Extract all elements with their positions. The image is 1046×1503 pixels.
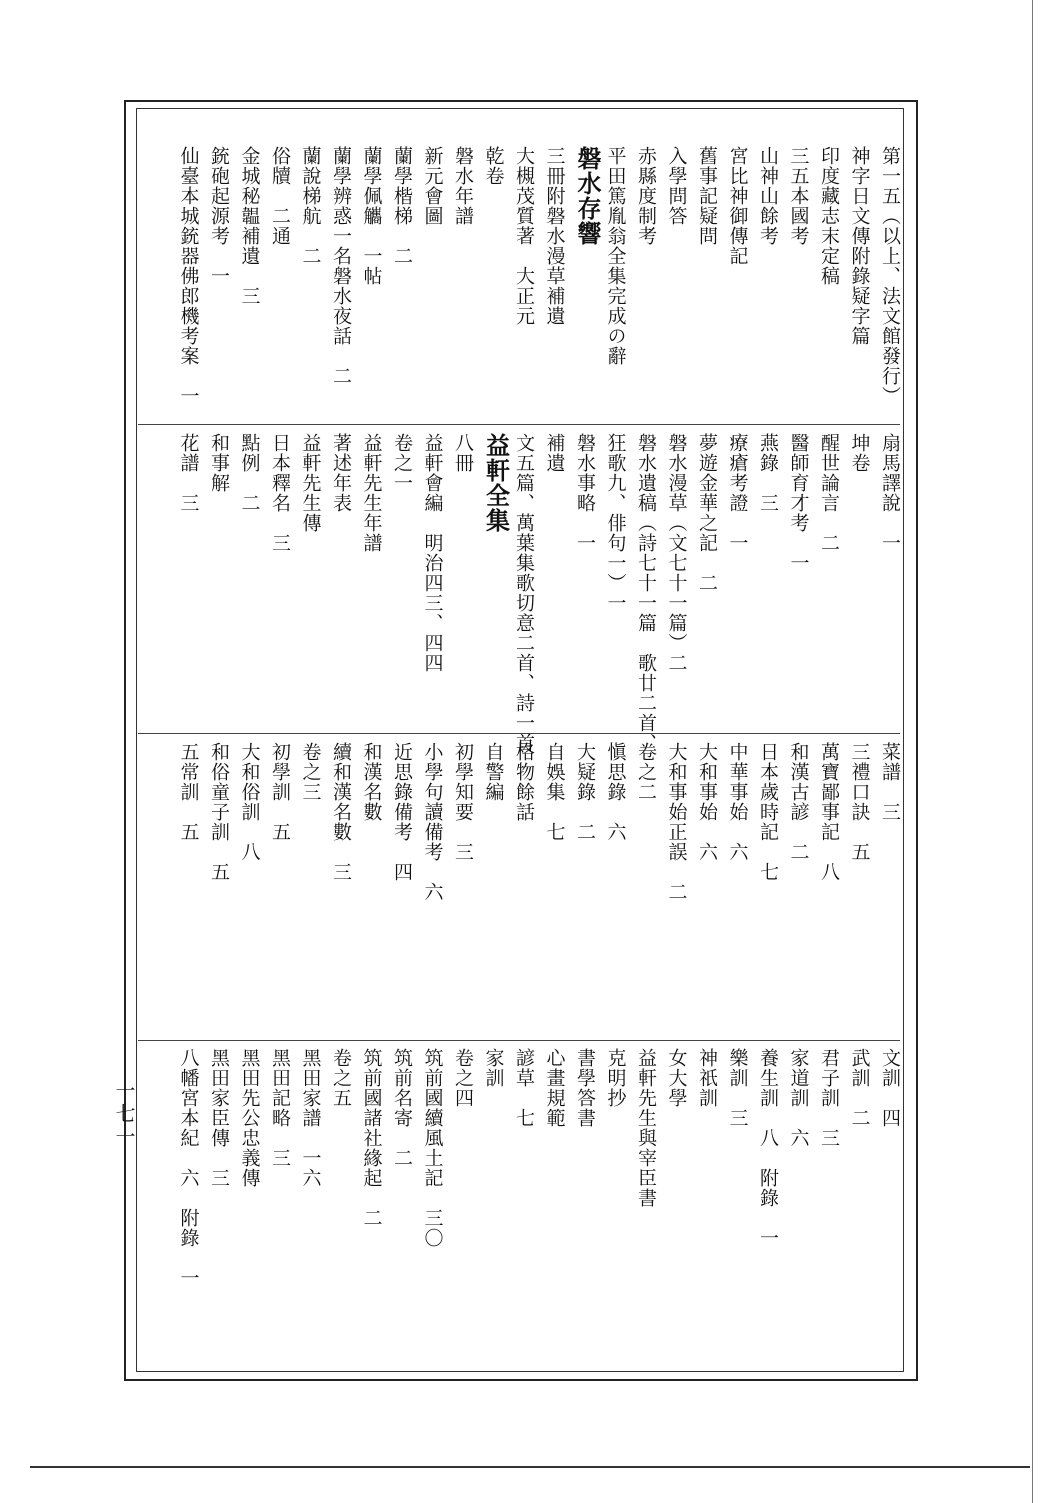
catalog-entry: 坤卷 — [848, 433, 871, 473]
catalog-entry: 第一五（以上、法文館發行） — [879, 146, 901, 406]
catalog-entry: 山神山餘考 — [757, 146, 779, 246]
catalog-entry: 大和事始正誤 二 — [665, 742, 688, 902]
catalog-entry: 益軒先生年譜 — [360, 433, 383, 553]
catalog-entry: 益軒先生傳 — [299, 433, 322, 533]
catalog-entry: 療瘡考證 一 — [726, 433, 749, 553]
catalog-entry: 女大學 — [665, 1048, 688, 1108]
catalog-entry: 和俗童子訓 五 — [208, 742, 230, 882]
catalog-entry: 養生訓 八 附錄 一 — [757, 1048, 779, 1248]
catalog-entry: 乾卷 — [482, 146, 505, 186]
catalog-entry: 家道訓 六 — [787, 1048, 810, 1148]
catalog-entry: 花譜 三 — [177, 433, 200, 513]
catalog-entry: 銃砲起源考 一 — [208, 146, 230, 286]
catalog-entry: 筑前名寄 二 — [391, 1048, 413, 1168]
catalog-entry: 小學句讀備考 六 — [421, 742, 444, 902]
catalog-entry: 五常訓 五 — [177, 742, 200, 842]
row-divider-1 — [138, 424, 900, 425]
catalog-entry: 磐水事略 一 — [574, 433, 596, 553]
catalog-entry: 三禮口訣 五 — [848, 742, 871, 862]
catalog-entry: 燕錄 三 — [757, 433, 779, 513]
catalog-entry: 點例 二 — [238, 433, 261, 513]
catalog-entry: 平田篤胤翁全集完成の辭 — [604, 146, 627, 366]
catalog-entry: 書學答書 — [574, 1048, 596, 1128]
catalog-entry: 醒世論言 二 — [818, 433, 840, 553]
catalog-entry: 續和漢名數 三 — [330, 742, 352, 882]
catalog-entry: 新元會圖 — [421, 146, 444, 226]
catalog-entry: 蘭學佩觿 一帖 — [360, 146, 383, 286]
catalog-entry: 近思錄備考 四 — [391, 742, 413, 882]
catalog-entry: 日本歲時記 七 — [757, 742, 779, 882]
catalog-entry: 大疑錄 二 — [574, 742, 596, 842]
catalog-entry: 卷之四 — [452, 1048, 474, 1108]
catalog-entry: 狂歌九、俳句一）一 — [604, 433, 627, 613]
catalog-entry: 醫師育才考 一 — [787, 433, 810, 573]
catalog-entry: 大和俗訓 八 — [238, 742, 261, 862]
catalog-entry: 初學訓 五 — [269, 742, 291, 842]
catalog-entry: 自娛集 七 — [543, 742, 566, 842]
catalog-entry: 夢遊金華之記 二 — [696, 433, 718, 593]
catalog-entry: 八幡宮本紀 六 附錄 一 — [177, 1048, 200, 1288]
catalog-entry: 樂訓 三 — [726, 1048, 749, 1128]
catalog-entry: 格物餘話 — [513, 742, 535, 822]
catalog-entry: 磐水遺稿（詩七十一篇 歌廿二首、 — [635, 433, 657, 753]
catalog-entry: 卷之一 — [391, 433, 413, 493]
catalog-entry: 宮比神御傳記 — [726, 146, 749, 266]
catalog-entry: 舊事記疑問 — [696, 146, 718, 246]
catalog-entry: 益軒先生與宰臣書 — [635, 1048, 657, 1208]
catalog-entry: 黑田家臣傳 三 — [208, 1048, 230, 1188]
catalog-entry: 大槻茂質著 大正元 — [513, 146, 535, 326]
catalog-entry: 筑前國諸社緣起 二 — [360, 1048, 383, 1228]
row-divider-3 — [138, 1040, 900, 1041]
catalog-entry: 筑前國續風土記 三〇 — [421, 1048, 444, 1248]
catalog-entry: 自警編 — [482, 742, 505, 802]
page-number: 一七一 — [112, 1080, 136, 1149]
catalog-entry: 蘭學辨惑一名磐水夜話 二 — [330, 146, 352, 386]
catalog-entry: 黑田先公忠義傳 — [238, 1048, 261, 1188]
catalog-entry: 萬寶鄙事記 八 — [818, 742, 840, 882]
catalog-entry: 諺草 七 — [513, 1048, 535, 1128]
page-edge-line — [1032, 0, 1033, 1503]
catalog-entry: 蘭學楷梯 二 — [391, 146, 413, 266]
catalog-entry: 益軒會編 明治四三、四四 — [421, 433, 444, 673]
catalog-entry: 神祇訓 — [696, 1048, 718, 1108]
catalog-entry: 卷之五 — [330, 1048, 352, 1108]
catalog-entry: 中華事始 六 — [726, 742, 749, 862]
catalog-entry: 大和事始 六 — [696, 742, 718, 862]
catalog-entry: 俗牘 二通 — [269, 146, 291, 246]
catalog-entry: 神字日文傳附錄疑字篇 — [848, 146, 871, 346]
catalog-entry: 和漢名數 — [360, 742, 383, 822]
catalog-entry: 磐水漫草（文七十一篇）二 — [665, 433, 688, 673]
catalog-entry: 仙臺本城銃器佛郎機考案 一 — [177, 146, 200, 406]
catalog-entry: 心畫規範 — [543, 1048, 566, 1128]
catalog-entry: 入學問答 — [665, 146, 688, 226]
catalog-entry: 八冊 — [452, 433, 474, 473]
catalog-entry: 扇馬譯說 一 — [879, 433, 901, 553]
catalog-entry: 黑田記略 三 — [269, 1048, 291, 1168]
catalog-entry: 蘭說梯航 二 — [299, 146, 322, 266]
catalog-entry: 日本釋名 三 — [269, 433, 291, 553]
catalog-entry: 三五本國考 — [787, 146, 810, 246]
catalog-entry: 三冊附磐水漫草補遺 — [543, 146, 566, 326]
footer-rule — [30, 1466, 1030, 1468]
catalog-entry: 文五篇、萬葉集歌切意二首、詩一首 — [513, 433, 535, 753]
catalog-entry: 文訓 四 — [879, 1048, 901, 1128]
catalog-entry: 卷之三 — [299, 742, 322, 802]
catalog-entry: 和事解 — [208, 433, 230, 493]
catalog-entry: 印度藏志末定稿 — [818, 146, 840, 286]
catalog-entry: 益軒全集 — [481, 433, 511, 533]
catalog-entry: 初學知要 三 — [452, 742, 474, 862]
catalog-entry: 和漢古諺 二 — [787, 742, 810, 862]
catalog-entry: 磐水年譜 — [452, 146, 474, 226]
catalog-entry: 赤縣度制考 — [635, 146, 657, 246]
catalog-entry: 武訓 二 — [848, 1048, 871, 1128]
catalog-entry: 磐水存響 — [573, 146, 602, 246]
catalog-entry: 家訓 — [482, 1048, 505, 1088]
catalog-entry: 著述年表 — [330, 433, 352, 513]
catalog-entry: 愼思錄 六 — [604, 742, 627, 842]
catalog-entry: 金城秘韞補遺 三 — [238, 146, 261, 306]
catalog-entry: 黑田家譜 一六 — [299, 1048, 322, 1188]
catalog-entry: 補遺 — [543, 433, 566, 473]
catalog-entry: 卷之二 — [635, 742, 657, 802]
catalog-entry: 菜譜 三 — [879, 742, 901, 822]
catalog-entry: 君子訓 三 — [818, 1048, 840, 1148]
catalog-entry: 克明抄 — [604, 1048, 627, 1108]
